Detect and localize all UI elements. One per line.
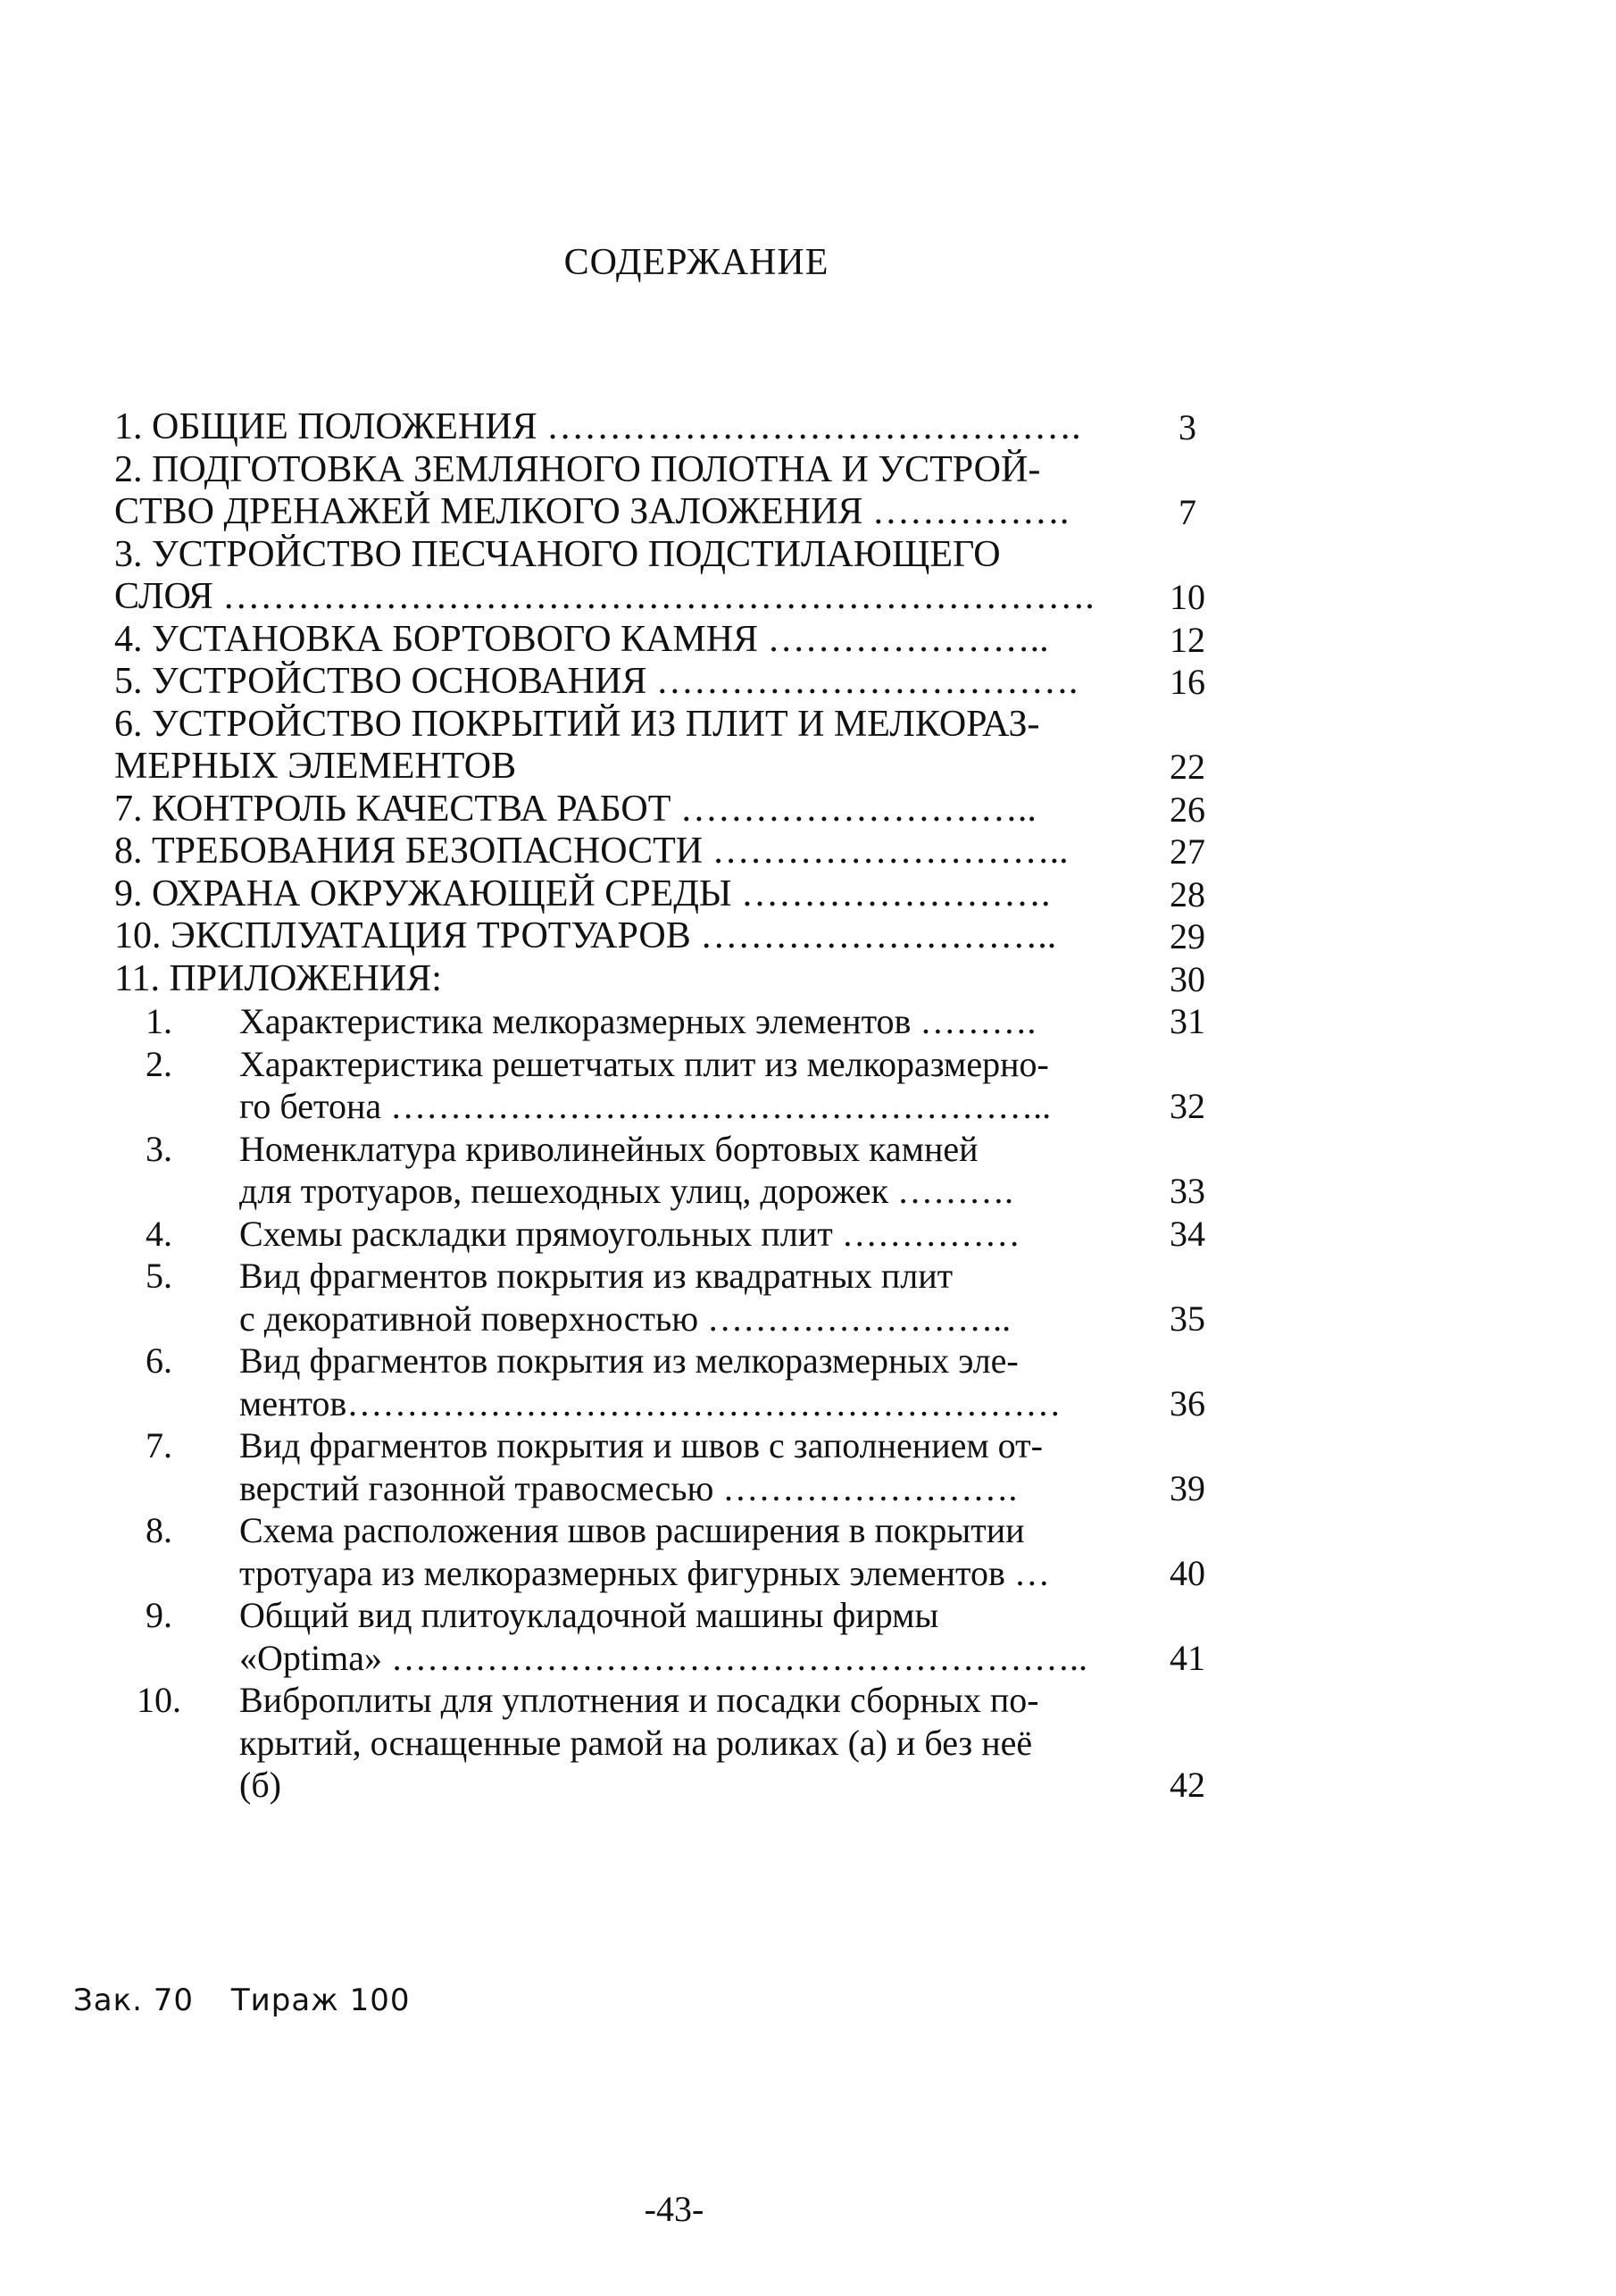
- appendix-number: 4.: [146, 1213, 172, 1254]
- toc-page-number: 7: [1179, 492, 1196, 532]
- toc-title: СТВО ДРЕНАЖЕЙ МЕЛКОГО ЗАЛОЖЕНИЯ …………….: [114, 491, 1070, 532]
- appendix-title: для тротуаров, пешеходных улиц, дорожек ……….: [239, 1171, 1014, 1211]
- appendix-title: Характеристика мелкоразмерных элементов ……….: [239, 1001, 1037, 1041]
- toc-page-number: 40: [1170, 1552, 1205, 1593]
- appendix-title: Схема расположения швов расширения в покрытии: [239, 1510, 1025, 1550]
- toc-line: [114, 534, 1221, 577]
- appendix-line: [114, 1637, 1221, 1680]
- appendix-line: [114, 1043, 1221, 1086]
- appendix-number: 2.: [146, 1043, 172, 1084]
- toc-page-number: 41: [1170, 1637, 1205, 1678]
- toc-page-number: 32: [1170, 1086, 1205, 1126]
- toc-page-number: 27: [1170, 831, 1205, 872]
- appendix-title: ментов……………………………………………………: [239, 1382, 1062, 1424]
- appendix-line: [114, 1340, 1221, 1382]
- appendix-title: Виброплиты для уплотнения и посадки сборных по-: [239, 1680, 1039, 1720]
- order-number: Зак. 70: [73, 1983, 195, 2018]
- toc-page-number: 26: [1170, 789, 1205, 830]
- appendix-number: 9.: [146, 1595, 172, 1635]
- appendix-line: [114, 1467, 1221, 1510]
- appendix-line: [114, 1424, 1221, 1467]
- toc-title: СЛОЯ …………………………………………………………….: [114, 576, 1095, 617]
- toc-page-number: 35: [1170, 1298, 1205, 1339]
- appendix-line: [114, 1085, 1221, 1128]
- appendix-title: крытий, оснащенные рамой на роликах (а) и без неё: [239, 1722, 1033, 1763]
- toc-line: [114, 873, 1221, 916]
- table-of-contents: [114, 406, 1221, 1807]
- toc-line: [114, 619, 1221, 662]
- toc-title: 8. ТРЕБОВАНИЯ БЕЗОПАСНОСТИ ………………………..: [114, 831, 1069, 872]
- contents-title: СОДЕРЖАНИЕ: [563, 242, 829, 283]
- appendix-title: Общий вид плитоукладочной машины фирмы: [239, 1595, 939, 1635]
- toc-page-number: 42: [1170, 1765, 1205, 1805]
- appendix-title: Схемы раскладки прямоугольных плит ……………: [239, 1213, 1020, 1254]
- toc-title: 2. ПОДГОТОВКА ЗЕМЛЯНОГО ПОЛОТНА И УСТРОЙ-: [114, 448, 1041, 490]
- toc-line: [114, 789, 1221, 831]
- appendix-title: Вид фрагментов покрытия из квадратных плит: [239, 1256, 954, 1296]
- appendix-title: Номенклатура криволинейных бортовых камней: [239, 1128, 979, 1169]
- appendix-line: [114, 1679, 1221, 1722]
- toc-page-number: 12: [1170, 619, 1205, 660]
- toc-line: [114, 491, 1221, 534]
- appendix-line: [114, 1382, 1221, 1425]
- toc-title: 3. УСТРОЙСТВО ПЕСЧАНОГО ПОДСТИЛАЮЩЕГО: [114, 533, 1001, 575]
- toc-line: [114, 746, 1221, 789]
- toc-page-number: 31: [1170, 1001, 1205, 1041]
- toc-line: [114, 831, 1221, 873]
- appendix-line: [114, 1170, 1221, 1213]
- appendix-title: верстий газонной травосмесью …………………….: [239, 1467, 1018, 1508]
- toc-page-number: 29: [1170, 916, 1205, 956]
- toc-page-number: 28: [1170, 873, 1205, 914]
- appendix-number: 10.: [137, 1680, 181, 1720]
- toc-title: 9. ОХРАНА ОКРУЖАЮЩЕЙ СРЕДЫ …………………….: [114, 872, 1051, 914]
- appendix-line: [114, 1509, 1221, 1552]
- appendix-number: 3.: [146, 1128, 172, 1169]
- appendix-title: с декоративной поверхностью ……………………..: [239, 1298, 1012, 1339]
- toc-page-number: 36: [1170, 1382, 1205, 1424]
- appendix-number: 7.: [146, 1425, 172, 1465]
- toc-page-number: 34: [1170, 1213, 1205, 1254]
- appendix-line: [114, 1722, 1221, 1765]
- print-info: [73, 1983, 437, 2018]
- toc-line: [114, 915, 1221, 958]
- toc-line: [114, 406, 1221, 449]
- toc-title: 6. УСТРОЙСТВО ПОКРЫТИЙ ИЗ ПЛИТ И МЕЛКОРАЗ-: [114, 703, 1040, 745]
- appendix-line: [114, 1000, 1221, 1043]
- toc-title: МЕРНЫХ ЭЛЕМЕНТОВ: [114, 746, 517, 787]
- toc-page-number: 39: [1170, 1467, 1205, 1508]
- appendix-number: 8.: [146, 1510, 172, 1550]
- appendix-title: Вид фрагментов покрытия из мелкоразмерных эле-: [239, 1340, 1019, 1381]
- appendix-title: «Optima» …………………………………………………..: [239, 1637, 1087, 1678]
- toc-title: 7. КОНТРОЛЬ КАЧЕСТВА РАБОТ ………………………..: [114, 788, 1037, 830]
- print-run: Тираж 100: [230, 1983, 411, 2018]
- toc-line: [114, 958, 1221, 1001]
- appendix-title: (б): [239, 1765, 281, 1805]
- toc-page-number: 22: [1170, 747, 1205, 787]
- page-number: -43-: [644, 2189, 704, 2229]
- appendix-title: го бетона ………………………………………………..: [239, 1086, 1052, 1126]
- toc-title: 10. ЭКСПЛУАТАЦИЯ ТРОТУАРОВ ………………………..: [114, 915, 1057, 956]
- appendix-number: 6.: [146, 1340, 172, 1381]
- toc-page-number: 3: [1179, 407, 1196, 447]
- toc-title: 4. УСТАНОВКА БОРТОВОГО КАМНЯ …………………..: [114, 618, 1049, 660]
- toc-line: [114, 661, 1221, 704]
- appendix-line: [114, 1594, 1221, 1637]
- appendix-title: Характеристика решетчатых плит из мелкоразмерно-: [239, 1043, 1049, 1084]
- toc-title: 5. УСТРОЙСТВО ОСНОВАНИЯ …………………………….: [114, 661, 1079, 702]
- toc-page-number: 33: [1170, 1171, 1205, 1211]
- toc-line: [114, 449, 1221, 492]
- appendix-line: [114, 1128, 1221, 1171]
- appendix-title: Вид фрагментов покрытия и швов с заполнением от-: [239, 1425, 1043, 1465]
- appendix-number: 1.: [146, 1001, 172, 1041]
- appendix-line: [114, 1213, 1221, 1256]
- toc-page-number: 16: [1170, 662, 1205, 702]
- toc-title: 11. ПРИЛОЖЕНИЯ:: [114, 957, 442, 999]
- appendix-title: тротуара из мелкоразмерных фигурных элементов …: [239, 1552, 1050, 1593]
- appendix-line: [114, 1552, 1221, 1595]
- toc-page-number: 10: [1170, 577, 1205, 617]
- toc-page-number: 30: [1170, 958, 1205, 999]
- toc-title: 1. ОБЩИЕ ПОЛОЖЕНИЯ …………………………………….: [114, 406, 1081, 447]
- appendix-line: [114, 1255, 1221, 1298]
- toc-line: [114, 576, 1221, 619]
- appendix-number: 5.: [146, 1256, 172, 1296]
- toc-line: [114, 704, 1221, 747]
- appendix-line: [114, 1764, 1221, 1807]
- appendix-line: [114, 1298, 1221, 1340]
